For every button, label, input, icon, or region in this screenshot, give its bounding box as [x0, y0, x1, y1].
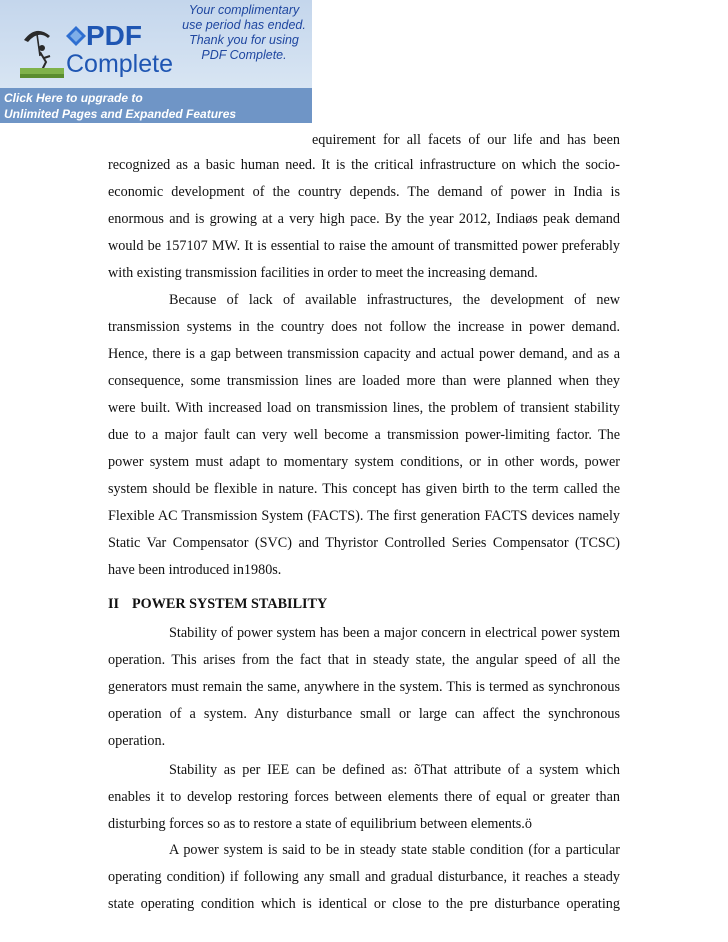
paragraph-line: would be 157107 MW. It is essential to raise the amount of transmitted power preferably	[108, 238, 620, 254]
paragraph-line: Hence, there is a gap between transmission capacity and actual power demand, and as a	[108, 346, 620, 362]
trial-ended-message	[180, 3, 308, 63]
paragraph-line: enormous and is growing at a very high pace. By the year 2012, Indiaøs peak demand	[108, 211, 620, 227]
paragraph-line: with existing transmission facilities in order to meet the increasing demand.	[108, 265, 538, 281]
paragraph-line: Stability as per IEE can be defined as: õThat attribute of a system which	[169, 762, 620, 778]
upgrade-link-line[interactable]: Unlimited Pages and Expanded Features	[4, 107, 237, 121]
paragraph-line: economic development of the country depends. The demand of power in India is	[108, 184, 620, 200]
paragraph-line: due to a major fault can very well become a transmission power-limiting factor. The	[108, 427, 620, 443]
paragraph-line: Static Var Compensator (SVC) and Thyristor Controlled Series Compensator (TCSC)	[108, 535, 620, 551]
paragraph-line: generators must remain the same, anywhere in the system. This is termed as synchronous	[108, 679, 620, 695]
paragraph-line: operation.	[108, 733, 166, 749]
section-title: POWER SYSTEM STABILITY	[132, 596, 328, 612]
paragraph-line: recognized as a basic human need. It is the critical infrastructure on which the socio-	[108, 157, 620, 173]
paragraph-line: state operating condition which is identical or close to the pre disturbance operating	[108, 896, 620, 912]
paragraph-line: consequence, some transmission lines are loaded more than were planned when they	[108, 373, 620, 389]
trial-message-line: Your complimentary	[188, 3, 300, 17]
paragraph-line: operating condition) if following any small and gradual disturbance, it reaches a steady	[108, 869, 620, 885]
paragraph-line: Flexible AC Transmission System (FACTS). The first generation FACTS devices namely	[108, 508, 620, 524]
paragraph-line: operation. This arises from the fact that in steady state, the angular speed of all the	[108, 652, 620, 668]
paragraph-line: operation of a system. Any disturbance small or large can affect the synchronous	[108, 706, 620, 722]
trial-message-line: PDF Complete.	[201, 48, 287, 62]
trial-message-line: use period has ended.	[182, 18, 306, 32]
section-heading	[108, 596, 327, 613]
paragraph-line: have been introduced in1980s.	[108, 562, 282, 578]
pdf-complete-logo-icon	[20, 22, 64, 80]
paragraph-line: were built. With increased load on transmission lines, the problem of transient stability	[108, 400, 620, 416]
paragraph-line: system should be flexible in nature. This concept has given birth to the term called the	[108, 481, 620, 497]
paragraph-line: transmission systems in the country does not follow the increase in power demand.	[108, 319, 620, 335]
paragraph-line: power system must adapt to momentary system conditions, or in other words, power	[108, 454, 620, 470]
section-number: II	[108, 596, 120, 612]
paragraph-line: Because of lack of available infrastructures, the development of new	[169, 292, 620, 308]
paragraph-line: A power system is said to be in steady state stable condition (for a particular	[169, 842, 620, 858]
trial-message-line: Thank you for using	[189, 33, 299, 47]
paragraph-line: enables it to develop restoring forces between elements there of equal or greater than	[108, 789, 620, 805]
complete-logo-text: Complete	[66, 50, 173, 78]
paragraph-line: Stability of power system has been a major concern in electrical power system	[169, 625, 620, 641]
pdf-complete-banner[interactable]	[0, 0, 312, 88]
diamond-icon	[66, 26, 86, 46]
upgrade-link-line[interactable]: Click Here to upgrade to	[4, 91, 143, 105]
paragraph-line: equirement for all facets of our life and has been	[312, 132, 620, 148]
paragraph-line: disturbing forces so as to restore a state of equilibrium between elements.ö	[108, 816, 532, 832]
pdf-logo-text: PDF	[86, 20, 142, 51]
upgrade-link[interactable]	[0, 88, 312, 123]
